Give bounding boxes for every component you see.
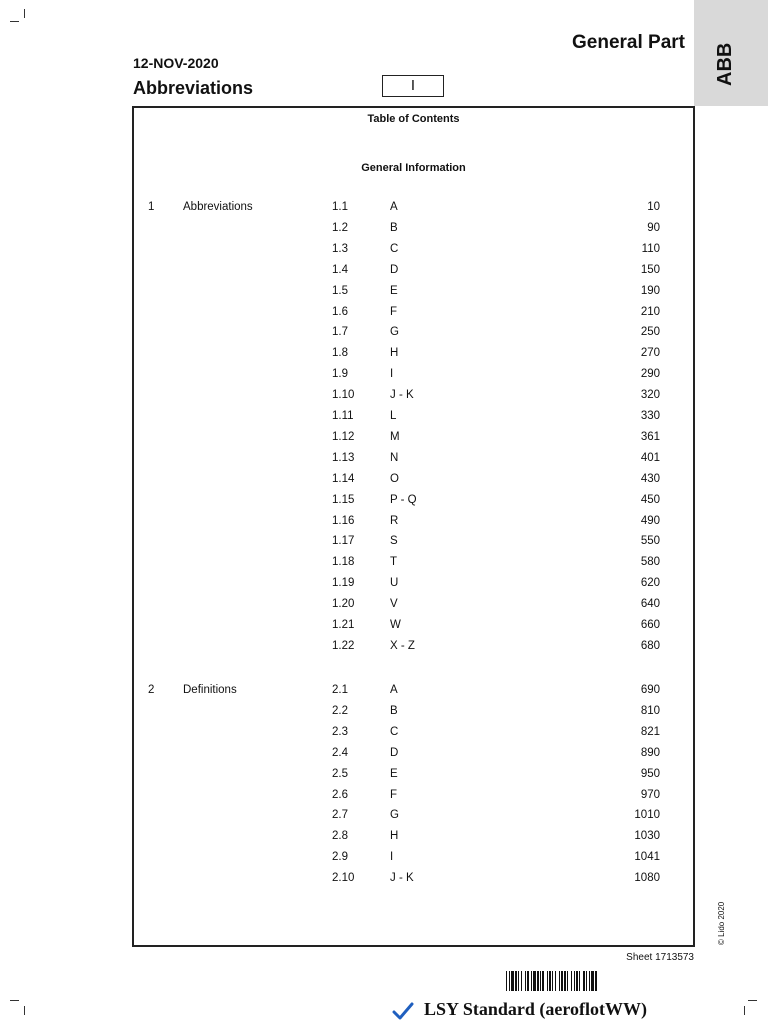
subsection-letters: L (390, 410, 397, 422)
toc-row (0, 726, 768, 746)
subsection-number: 1.20 (332, 598, 355, 611)
page-number: 950 (640, 767, 660, 780)
chapter-name: Definitions (183, 684, 237, 696)
page-number: 110 (641, 242, 660, 255)
section-title: General Information (361, 162, 466, 174)
toc-row (0, 705, 768, 725)
revision-box: I (382, 75, 444, 97)
subsection-number: 1.12 (332, 430, 355, 443)
subsection-number: 1.1 (332, 201, 348, 213)
subsection-letters: F (390, 305, 398, 318)
subsection-number: 1.10 (332, 389, 355, 402)
subsection-letters: J - K (390, 872, 414, 885)
subsection-number: 2.9 (332, 851, 348, 864)
subsection-letters: A (390, 201, 398, 213)
subsection-letters: G (390, 809, 399, 822)
chapter-number: 1 (148, 201, 155, 213)
subsection-letters: D (390, 746, 399, 759)
subsection-letters: G (390, 326, 399, 339)
subsection-number: 2.3 (332, 725, 348, 738)
page-number: 290 (640, 368, 660, 381)
toc-row (0, 347, 768, 367)
crop-mark (748, 1000, 757, 1001)
subsection-letters: F (390, 788, 398, 801)
subsection-number: 1.3 (332, 242, 348, 255)
page-number: 401 (640, 451, 660, 464)
page-number: 970 (640, 788, 660, 801)
subsection-number: 1.5 (332, 284, 348, 297)
page-number: 490 (640, 514, 660, 527)
toc-row (0, 851, 768, 871)
page-number: 320 (640, 389, 660, 402)
chapter-name: Abbreviations (183, 201, 253, 213)
toc-row (0, 473, 768, 493)
subsection-letters: W (390, 619, 401, 631)
toc-row (0, 535, 768, 555)
subsection-number: 2.10 (332, 872, 355, 885)
subsection-number: 1.7 (332, 326, 348, 339)
toc-row (0, 789, 768, 809)
crop-mark (10, 21, 19, 22)
toc-row (0, 494, 768, 514)
toc-row (0, 872, 768, 892)
page-number: 1030 (634, 830, 660, 843)
standard-label: LSY Standard (aeroflotWW) (424, 999, 648, 1019)
subsection-number: 1.9 (332, 368, 348, 381)
toc-row (0, 619, 768, 639)
subsection-letters: A (390, 684, 398, 696)
crop-mark (10, 1000, 19, 1001)
page-number: 680 (640, 639, 660, 652)
toc-row (0, 809, 768, 829)
checkmark-icon (392, 1001, 414, 1021)
toc-row (0, 368, 768, 388)
page-title: Abbreviations (133, 78, 254, 98)
subsection-number: 2.5 (332, 767, 348, 780)
subsection-number: 1.11 (332, 410, 354, 422)
toc-row (0, 768, 768, 788)
subsection-letters: C (390, 242, 399, 255)
subsection-letters: T (390, 556, 398, 569)
subsection-number: 2.8 (332, 830, 348, 843)
sheet-number: Sheet 1713573 (626, 952, 694, 963)
page-number: 810 (640, 704, 660, 717)
toc-row (0, 306, 768, 326)
subsection-letters: H (390, 830, 399, 843)
subsection-letters: E (390, 767, 398, 780)
subsection-number: 1.4 (332, 263, 348, 276)
toc-row (0, 201, 768, 221)
page-number: 330 (640, 410, 660, 422)
subsection-letters: C (390, 725, 399, 738)
page-number: 690 (640, 684, 660, 696)
subsection-number: 1.8 (332, 347, 348, 360)
subsection-letters: J - K (390, 389, 414, 402)
toc-row (0, 684, 768, 704)
toc-row (0, 577, 768, 597)
page-number: 430 (640, 472, 660, 485)
subsection-number: 1.22 (332, 639, 355, 652)
subsection-letters: R (390, 514, 399, 527)
subsection-number: 1.15 (332, 493, 355, 506)
issue-date: 12-NOV-2020 (133, 55, 219, 71)
subsection-number: 2.1 (332, 684, 348, 696)
subsection-letters: M (390, 430, 400, 443)
subsection-number: 1.21 (332, 619, 355, 631)
page-number: 190 (640, 284, 660, 297)
subsection-letters: U (390, 577, 399, 590)
subsection-number: 1.16 (332, 514, 355, 527)
subsection-letters: H (390, 347, 399, 360)
toc-row (0, 326, 768, 346)
page-number: 361 (640, 430, 660, 443)
subsection-letters: D (390, 263, 399, 276)
toc-row (0, 830, 768, 850)
page-number: 821 (640, 725, 660, 738)
subsection-letters: B (390, 221, 398, 234)
toc-title: Table of Contents (367, 113, 460, 125)
page-number: 1080 (634, 872, 660, 885)
part-title: General Part (572, 32, 685, 53)
subsection-letters: O (390, 472, 399, 485)
page-number: 10 (647, 201, 660, 213)
subsection-number: 1.14 (332, 472, 355, 485)
crop-mark (24, 9, 25, 18)
section-tab-label: ABB (714, 42, 736, 86)
toc-row (0, 515, 768, 535)
page-number: 580 (640, 556, 660, 569)
toc-row (0, 243, 768, 263)
toc-row (0, 264, 768, 284)
toc-row (0, 222, 768, 242)
subsection-letters: N (390, 451, 399, 464)
subsection-letters: B (390, 704, 398, 717)
page-number: 90 (647, 221, 660, 234)
toc-row (0, 285, 768, 305)
page-number: 620 (640, 577, 660, 590)
subsection-letters: S (390, 535, 398, 548)
subsection-number: 1.2 (332, 221, 348, 234)
page-number: 660 (640, 619, 660, 631)
subsection-number: 1.19 (332, 577, 355, 590)
subsection-letters: I (390, 368, 394, 381)
subsection-letters: E (390, 284, 398, 297)
subsection-number: 1.13 (332, 451, 355, 464)
page-number: 550 (640, 535, 660, 548)
toc-row (0, 410, 768, 430)
crop-mark (24, 1006, 25, 1015)
toc-row (0, 556, 768, 576)
page-number: 1010 (634, 809, 660, 822)
subsection-letters: X - Z (390, 639, 415, 652)
toc-row (0, 598, 768, 618)
page-number: 640 (640, 598, 660, 611)
crop-mark (744, 1006, 745, 1015)
subsection-number: 2.6 (332, 788, 348, 801)
barcode (506, 971, 694, 991)
page-number: 270 (640, 347, 660, 360)
subsection-number: 2.4 (332, 746, 348, 759)
subsection-number: 1.18 (332, 556, 355, 569)
page-number: 1041 (634, 851, 660, 864)
chapter-number: 2 (148, 684, 155, 696)
subsection-number: 1.6 (332, 305, 348, 318)
page-number: 890 (640, 746, 660, 759)
toc-row (0, 747, 768, 767)
page-number: 250 (640, 326, 660, 339)
subsection-letters: P - Q (390, 493, 417, 506)
page-number: 210 (640, 305, 660, 318)
subsection-number: 1.17 (332, 535, 355, 548)
copyright-note: © Lido 2020 (717, 901, 726, 945)
page-number: 150 (640, 263, 660, 276)
toc-row (0, 452, 768, 472)
subsection-letters: I (390, 851, 394, 864)
toc-row (0, 389, 768, 409)
page-number: 450 (640, 493, 660, 506)
subsection-number: 2.2 (332, 704, 348, 717)
subsection-letters: V (390, 598, 398, 611)
subsection-number: 2.7 (332, 809, 348, 822)
toc-row (0, 640, 768, 660)
toc-row (0, 431, 768, 451)
